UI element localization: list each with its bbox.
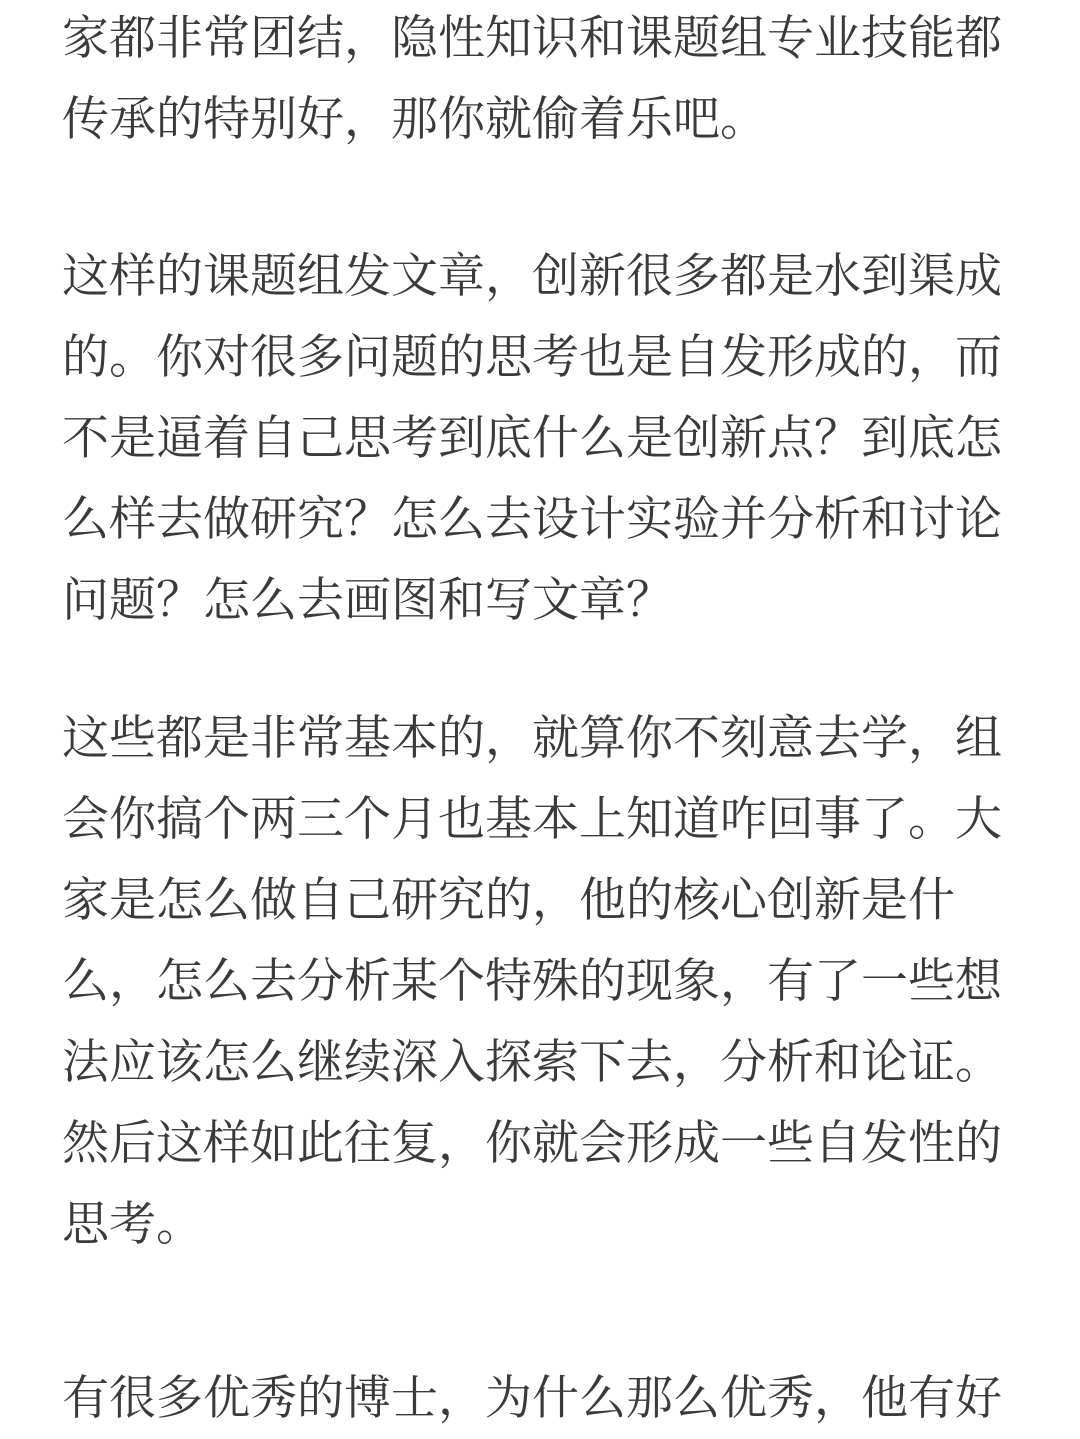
text-line: 然后这样如此往复，你就会形成一些自发性的 xyxy=(62,1116,1002,1171)
text-line: 这些都是非常基本的，就算你不刻意去学，组 xyxy=(62,711,1002,766)
text-line: 家是怎么做自己研究的，他的核心创新是什 xyxy=(62,873,955,928)
paragraph-4 xyxy=(62,1358,1032,1439)
paragraph-3 xyxy=(62,698,1032,1265)
paragraph-2 xyxy=(62,236,1032,641)
text-line: 这样的课题组发文章，创新很多都是水到渠成 xyxy=(62,249,1002,304)
text-line: 会你搞个两三个月也基本上知道咋回事了。大 xyxy=(62,792,1002,847)
text-line: 传承的特别好，那你就偷着乐吧。 xyxy=(62,92,767,147)
paragraph-1 xyxy=(62,0,1032,160)
text-line: 有很多优秀的博士，为什么那么优秀，他有好 xyxy=(62,1371,1002,1426)
text-line: 思考。 xyxy=(62,1197,203,1252)
text-line: 的。你对很多问题的思考也是自发形成的，而 xyxy=(62,330,1002,385)
text-line: 不是逼着自己思考到底什么是创新点？到底怎 xyxy=(62,411,1002,466)
text-line: 法应该怎么继续深入探索下去，分析和论证。 xyxy=(62,1035,1002,1090)
text-line: 问题？怎么去画图和写文章？ xyxy=(62,573,673,628)
text-line: 么样去做研究？怎么去设计实验并分析和讨论 xyxy=(62,492,1002,547)
text-line: 家都非常团结，隐性知识和课题组专业技能都 xyxy=(62,11,1002,66)
text-line: 么，怎么去分析某个特殊的现象，有了一些想 xyxy=(62,954,1002,1009)
